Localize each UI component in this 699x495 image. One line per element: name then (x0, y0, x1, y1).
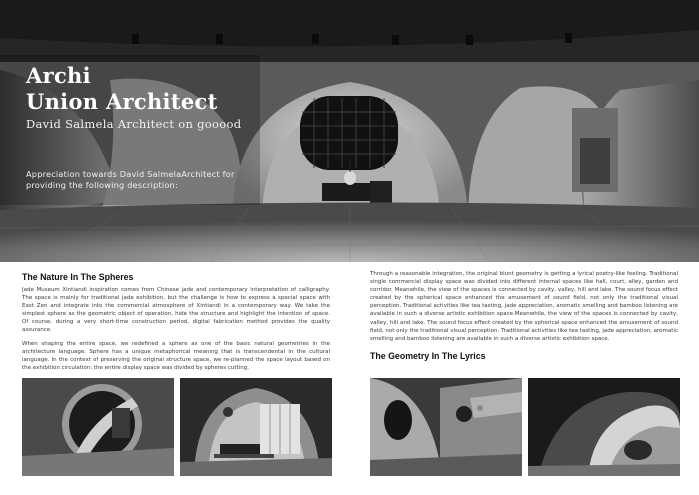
section-heading-lyrics: The Geometry In The Lyrics (370, 350, 486, 361)
photo-circular-opening (22, 378, 174, 476)
photo-spiral-ramp (528, 378, 680, 476)
hero-acknowledgement: Appreciation towards David SalmelaArchitect for providing the following description: (26, 169, 235, 190)
hero-title-line2: Union Architect (26, 89, 218, 114)
left-paragraph-1: Jade Museum Xintiandi inspiration comes from Chinese jade and contemporary interpretation of calligraphy. The space is mainly for traditional jade exhibition, but the challenge is how to express a special space with East Zen and integrate into the commercial atmosphere of Xintiandi in a contemporary way. We take the simplest sphere as the geometric object of operation, hide the structure and highlight the intention of space. Of course, during a very short-time construction period, digital fabrication method provides the quality assurance. (22, 287, 330, 334)
hero-title (26, 63, 218, 115)
right-column (370, 270, 678, 365)
left-paragraph-2: When shaping the entire space, we redefined a sphere as one of the basic natural geometries in the architecture language. Sphere has a unique metaphorical meaning that is transcendental in the cultural language. In the context of preserving the original structure space, we re-planned the space layout based on the exhibition circulation: the entire display space was divided by spheres cutting. (22, 340, 330, 371)
photo-round-portholes (370, 378, 522, 476)
section-heading-spheres: The Nature In The Spheres (22, 272, 134, 282)
hero-subtitle: David Salmela Architect on gooood (26, 117, 242, 131)
left-column (22, 270, 330, 377)
hero-title-line1: Archi (26, 63, 91, 88)
right-paragraph-1: Through a reasonable integration, the original blunt geometry is getting a lyrical poetry-like feeling. Traditional single commercial display space was divided into different internal spaces like hall, court, alley, garden and corridor. Meanwhile, the view of the spaces is connected by cavity, valley, hill and lake. The sound focus effect created by the spherical space enhanced the amusement of sound field, not only the traditional visual perception. Traditional activities like tea tasting, jade appreciation, aromatic smelling and bamboo listening are available in such a diverse artistic exhibition space.Meanwhile, the view of the spaces is connected by cavity, valley, hill and lake. The sound focus effect created by the spherical space enhanced the amusement of sound field, not only the traditional visual perception. Traditional activities like tea tasting, jade appreciation, aromatic smelling and bamboo listening are available in such a diverse artistic exhibition space. (370, 271, 678, 342)
photo-arched-room (180, 378, 332, 476)
